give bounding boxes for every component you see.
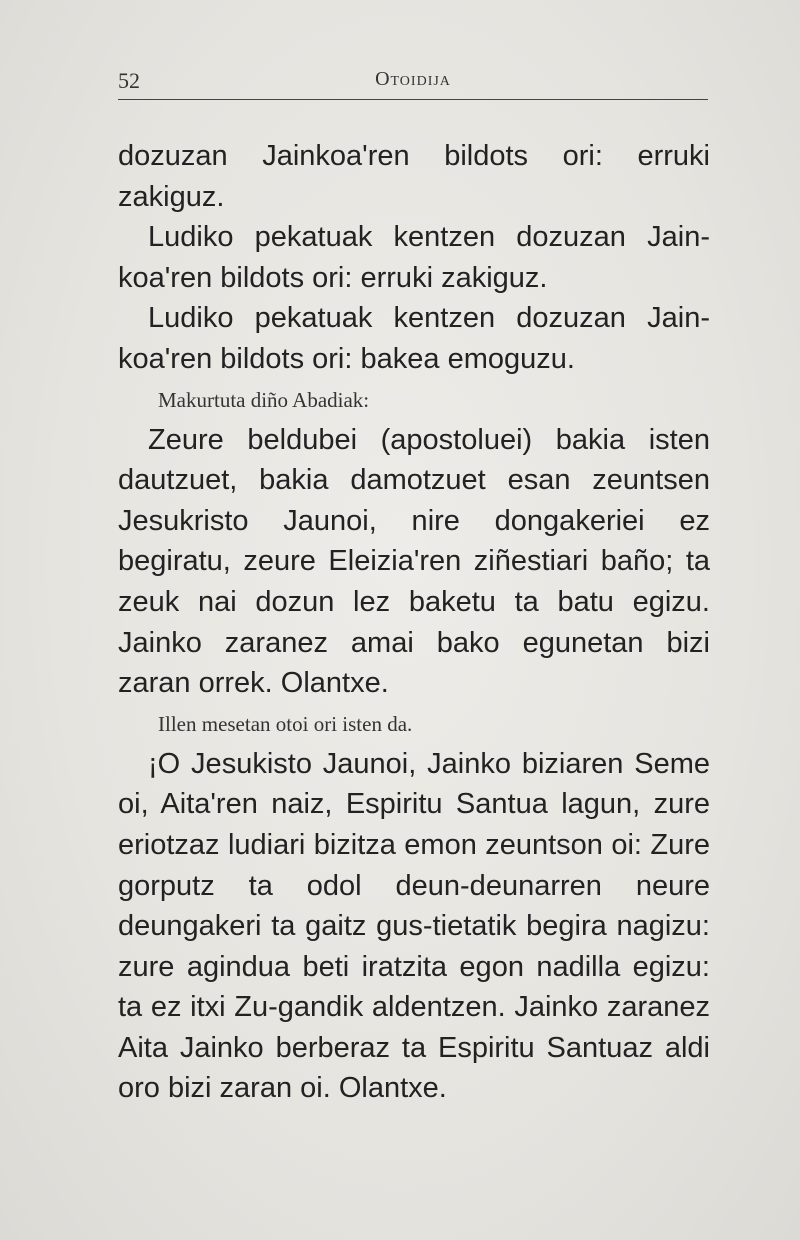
rubric-1: Makurtuta diño Abadiak: <box>158 387 370 412</box>
paragraph-3: Ludiko pekatuak kentzen dozuzan Jain-koa'ren bildots ori: bakea emoguzu. <box>118 302 710 375</box>
paragraph-4: Zeure beldubei (apostoluei) bakia isten dautzuet, bakia damotzuet esan zeuntsen Jesukristo Jaunoi, nire dongakeriei ez begiratu, zeure Eleizia'ren ziñestiari baño; ta zeuk nai dozun lez baketu ta batu egizu. Jainko zaranez amai bako egunetan bizi zaran orrek. Olantxe. <box>118 423 710 700</box>
page-number: 52 <box>118 68 140 93</box>
page-body <box>118 136 710 1109</box>
running-title: Otoidija <box>375 68 451 90</box>
paragraph-2: Ludiko pekatuak kentzen dozuzan Jain-koa'ren bildots ori: erruki zakiguz. <box>118 221 710 294</box>
rubric-2: Illen mesetan otoi ori isten da. <box>158 711 413 736</box>
page-header <box>118 66 708 100</box>
paragraph-1: dozuzan Jainkoa'ren bildots ori: erruki zakiguz. <box>118 140 710 213</box>
paragraph-5: ¡O Jesukisto Jaunoi, Jainko biziaren Seme oi, Aita'ren naiz, Espiritu Santua lagun, zure eriotzaz ludiari bizitza emon zeuntson oi: Zure gorputz ta odol deun-deunarren neure deungakeri ta gaitz gus-tietatik begira nagizu: zure agindua beti iratzita egon nadilla egizu: ta ez itxi Zu-gandik aldentzen. Jainko zaranez Aita Jainko berberaz ta Espiritu Santuaz aldi oro bizi zaran oi. Olantxe. <box>118 747 710 1105</box>
header-rule <box>118 99 708 100</box>
